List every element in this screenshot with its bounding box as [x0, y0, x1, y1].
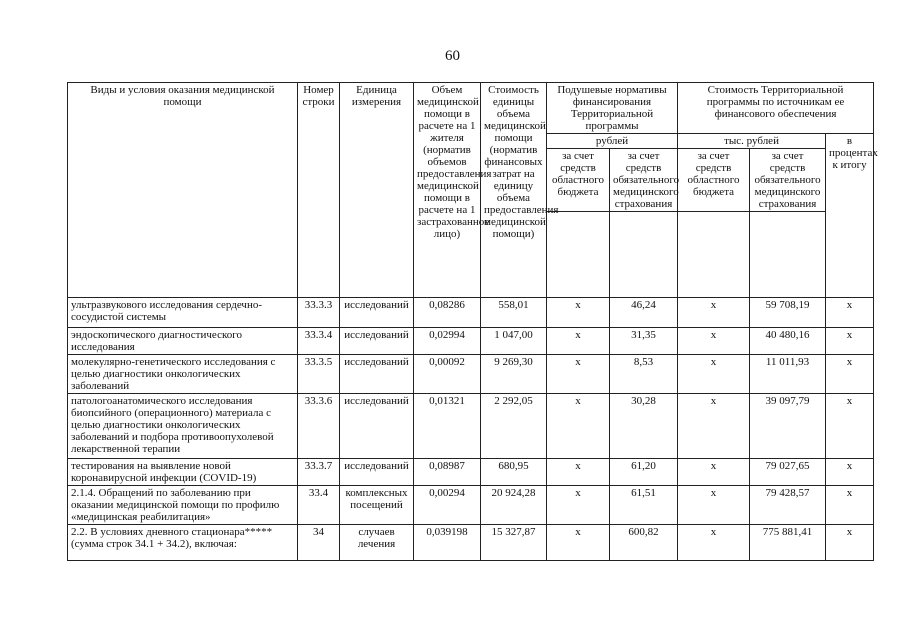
cell-t-oms: 11 011,93 [750, 355, 826, 394]
cell-num: 33.3.3 [298, 298, 340, 328]
cell-pct: х [826, 298, 874, 328]
page-number: 60 [445, 48, 460, 64]
cell-unit: комплексных посещений [340, 486, 414, 525]
cell-unit: исследований [340, 394, 414, 459]
cell-pc-budget: х [547, 525, 610, 561]
cell-num: 33.3.7 [298, 459, 340, 486]
cell-t-oms: 40 480,16 [750, 328, 826, 355]
cell-pc-oms: 61,20 [610, 459, 678, 486]
cell-unit: исследований [340, 459, 414, 486]
cell-pc-oms: 600,82 [610, 525, 678, 561]
cell-t-budget: х [678, 355, 750, 394]
cell-t-oms: 79 428,57 [750, 486, 826, 525]
cell-name: патологоанатомического исследования биопсийного (операционного) материала с целью диагностики онкологических заболеваний и подбора противоопухолевой лекарственной терапии [68, 394, 298, 459]
cell-pc-oms: 8,53 [610, 355, 678, 394]
cell-pc-oms: 31,35 [610, 328, 678, 355]
cell-cost: 20 924,28 [481, 486, 547, 525]
cell-name: тестирования на выявление новой коронавирусной инфекции (COVID-19) [68, 459, 298, 486]
cell-pc-budget: х [547, 486, 610, 525]
header-src-oms-2: за счет средств обязательного медицинского страхования [750, 149, 826, 212]
cell-pct: х [826, 459, 874, 486]
header-src-budget-2: за счет средств областного бюджета [678, 149, 750, 212]
cell-num: 33.3.5 [298, 355, 340, 394]
cell-t-budget: х [678, 459, 750, 486]
cell-pct: х [826, 328, 874, 355]
cell-unit: исследований [340, 355, 414, 394]
cell-num: 33.3.6 [298, 394, 340, 459]
budget-table [67, 82, 878, 561]
cell-t-budget: х [678, 394, 750, 459]
cell-volume: 0,08286 [414, 298, 481, 328]
cell-t-oms: 39 097,79 [750, 394, 826, 459]
cell-cost: 9 269,30 [481, 355, 547, 394]
cell-pc-budget: х [547, 394, 610, 459]
cell-unit: случаев лечения [340, 525, 414, 561]
cell-cost: 15 327,87 [481, 525, 547, 561]
cell-num: 33.3.4 [298, 328, 340, 355]
table-row [68, 328, 874, 355]
cell-name: эндоскопического диагностического исследования [68, 328, 298, 355]
table-row [68, 298, 874, 328]
cell-unit: исследований [340, 298, 414, 328]
cell-num: 34 [298, 525, 340, 561]
cell-t-oms: 775 881,41 [750, 525, 826, 561]
cell-cost: 558,01 [481, 298, 547, 328]
cell-pc-budget: х [547, 459, 610, 486]
cell-pc-oms: 61,51 [610, 486, 678, 525]
header-row-number: Номер строки [298, 83, 340, 298]
cell-name: 2.2. В условиях дневного стационара***** (сумма строк 34.1 + 34.2), включая: [68, 525, 298, 561]
header-territorial: Стоимость Территориальной программы по источникам ее финансового обеспечения [678, 83, 874, 134]
cell-cost: 1 047,00 [481, 328, 547, 355]
cell-name: 2.1.4. Обращений по заболеванию при оказании медицинской помощи по профилю «медицинская реабилитация» [68, 486, 298, 525]
cell-pct: х [826, 355, 874, 394]
table-row [68, 394, 874, 459]
header-territorial-unit: тыс. рублей [678, 134, 826, 149]
header-cost: Стоимость единицы объема медицинской помощи (норматив финансовых затрат на единицу объема предоставления медицинской помощи) [481, 83, 547, 298]
cell-pct: х [826, 486, 874, 525]
cell-volume: 0,039198 [414, 525, 481, 561]
cell-t-oms: 79 027,65 [750, 459, 826, 486]
cell-t-budget: х [678, 298, 750, 328]
cell-pct: х [826, 394, 874, 459]
table-row [68, 525, 874, 561]
cell-volume: 0,01321 [414, 394, 481, 459]
cell-volume: 0,00092 [414, 355, 481, 394]
table-row [68, 459, 874, 486]
cell-pc-oms: 46,24 [610, 298, 678, 328]
cell-cost: 2 292,05 [481, 394, 547, 459]
cell-t-budget: х [678, 328, 750, 355]
cell-volume: 0,08987 [414, 459, 481, 486]
cell-cost: 680,95 [481, 459, 547, 486]
header-kind: Виды и условия оказания медицинской помощи [68, 83, 298, 298]
header-src-oms: за счет средств обязательного медицинского страхования [610, 149, 678, 212]
header-src-budget: за счет средств областного бюджета [547, 149, 610, 212]
table-row [68, 355, 874, 394]
cell-name: молекулярно-генетического исследования с целью диагностики онкологических заболеваний [68, 355, 298, 394]
cell-num: 33.4 [298, 486, 340, 525]
header-per-capita: Подушевые нормативы финансирования Территориальной программы [547, 83, 678, 134]
cell-unit: исследований [340, 328, 414, 355]
header-unit: Единица измерения [340, 83, 414, 298]
cell-volume: 0,02994 [414, 328, 481, 355]
cell-pc-budget: х [547, 355, 610, 394]
cell-pct: х [826, 525, 874, 561]
cell-volume: 0,00294 [414, 486, 481, 525]
header-percent: в процентах к итогу [826, 134, 874, 298]
cell-pc-budget: х [547, 298, 610, 328]
cell-t-oms: 59 708,19 [750, 298, 826, 328]
cell-t-budget: х [678, 525, 750, 561]
cell-name: ультразвукового исследования сердечно-сосудистой системы [68, 298, 298, 328]
header-per-capita-unit: рублей [547, 134, 678, 149]
header-volume: Объем медицинской помощи в расчете на 1 жителя (норматив объемов предоставления медицинской помощи в расчете на 1 застрахованное лицо) [414, 83, 481, 298]
cell-t-budget: х [678, 486, 750, 525]
table-row [68, 486, 874, 525]
cell-pc-oms: 30,28 [610, 394, 678, 459]
cell-pc-budget: х [547, 328, 610, 355]
